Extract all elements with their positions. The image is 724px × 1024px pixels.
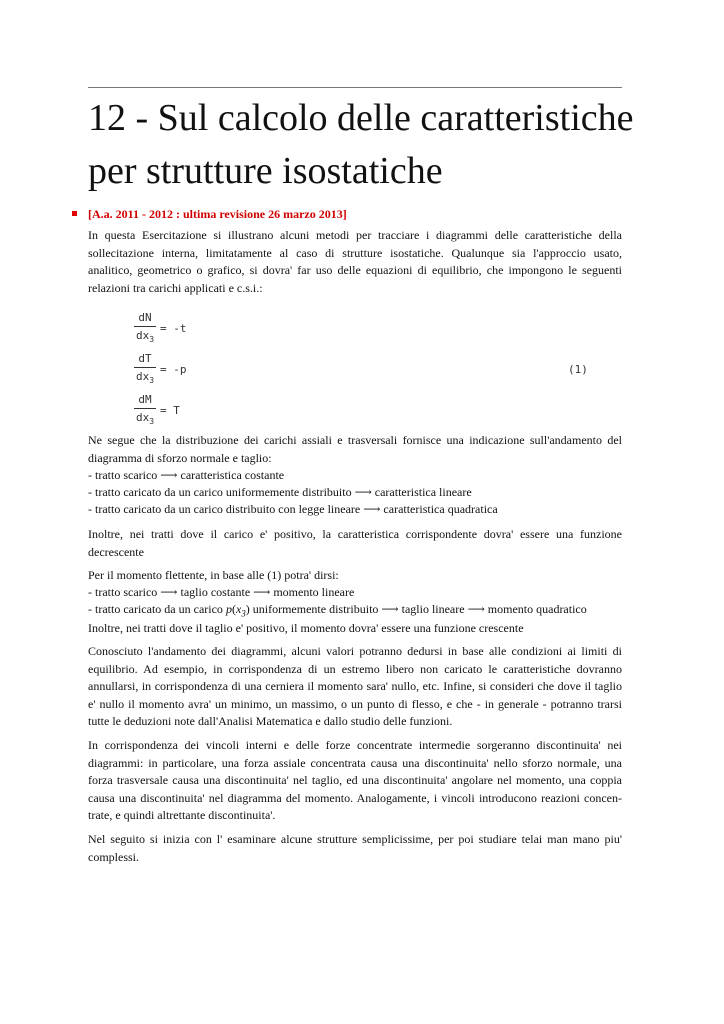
boundary-conditions-paragraph: Conosciuto l'andamento dei diagrammi, alcuni valori potranno dedursi in base alle condizioni ai limiti di equilibrio. Ad esempio, in corrispondenza di un estremo libero non caricato le caratteristiche dovranno annullarsi, in corrispondenza di una cerniera il momento sara' nullo, etc. Infine, si consideri che dove il taglio e' nullo il momento avra' un minimo, un massimo, o un punto di flesso, e che - in generale - potranno trarsi tutte le deduzioni note dall'Analisi Matematica e dallo studio delle funzioni. bbox=[88, 644, 622, 729]
discontinuity-paragraph: In corrispondenza dei vincoli interni e delle forze concentrate intermedie sorgeranno discontinuita' nei diagrammi: in particolare, una forza assiale concentrata causa una discontinuita' nello sforzo normale, una forza trasversale causa una discontinuita' nel taglio, ed una discontinuita' angolare nel momento, una coppia causa una discontinuita' nel diagramma del momento. Analogamente, i vincoli introducono reazioni concen- trate, e quindi altrettante discontinuita'. bbox=[88, 738, 622, 823]
distribution-paragraph: Ne segue che la distribuzione dei carichi assiali e trasversali fornisce una indicazione sull'andamento del diagramma di sforzo normale e taglio: bbox=[88, 433, 622, 465]
top-rule bbox=[88, 87, 622, 88]
revision-note: [A.a. 2011 - 2012 : ultima revisione 26 marzo 2013] bbox=[88, 207, 347, 221]
title-line-2: per strutture isostatiche bbox=[88, 150, 443, 192]
title-line-1: 12 - Sul calcolo delle caratteristiche bbox=[88, 97, 634, 139]
fraction: dM $dx_3$ bbox=[135, 393, 155, 427]
list-item: - tratto caricato da un carico uniformemente distribuito ⟶ caratteristica lineare bbox=[88, 485, 472, 499]
fraction: dN $dx_3$ bbox=[135, 311, 155, 345]
fraction: dT $dx_3$ bbox=[135, 352, 155, 386]
equation-number: (1) bbox=[568, 363, 588, 376]
list-item: - tratto scarico ⟶ caratteristica costante bbox=[88, 468, 285, 482]
list-item: - tratto scarico ⟶ taglio costante ⟶ momento lineare bbox=[88, 585, 355, 599]
page-title bbox=[88, 92, 634, 198]
moment-intro: Per il momento flettente, in base alle (1) potra' dirsi: bbox=[88, 568, 339, 582]
moment-positive-note: Inoltre, nei tratti dove il taglio e' positivo, il momento dovra' essere una funzione crescente bbox=[88, 621, 524, 635]
red-square-bullet-icon bbox=[72, 211, 77, 216]
intro-paragraph: In questa Esercitazione si illustrano alcuni metodi per tracciare i diagrammi delle caratteristiche della sollecitazione interna, limitatamente al caso di strutture isostatiche. Qualunque sia l'approccio usato, analitico, geometrico o grafico, si dovra' far uso delle equazioni di equilibrio, che impongono le seguenti relazioni tra carichi applicati e c.s.i.: bbox=[88, 228, 622, 295]
list-item: - tratto caricato da un carico $p(x_3)$ uniformemente distribuito ⟶ taglio lineare ⟶ momento quadratico bbox=[88, 602, 587, 619]
positive-load-paragraph: Inoltre, nei tratti dove il carico e' positivo, la caratteristica corrispondente dovra' essere una funzione decrescente bbox=[88, 527, 622, 559]
closing-paragraph: Nel seguito si inizia con l' esaminare alcune strutture semplicissime, per poi studiare telai man mano piu' complessi. bbox=[88, 832, 622, 864]
list-item: - tratto caricato da un carico distribuito con legge lineare ⟶ caratteristica quadratica bbox=[88, 502, 498, 516]
